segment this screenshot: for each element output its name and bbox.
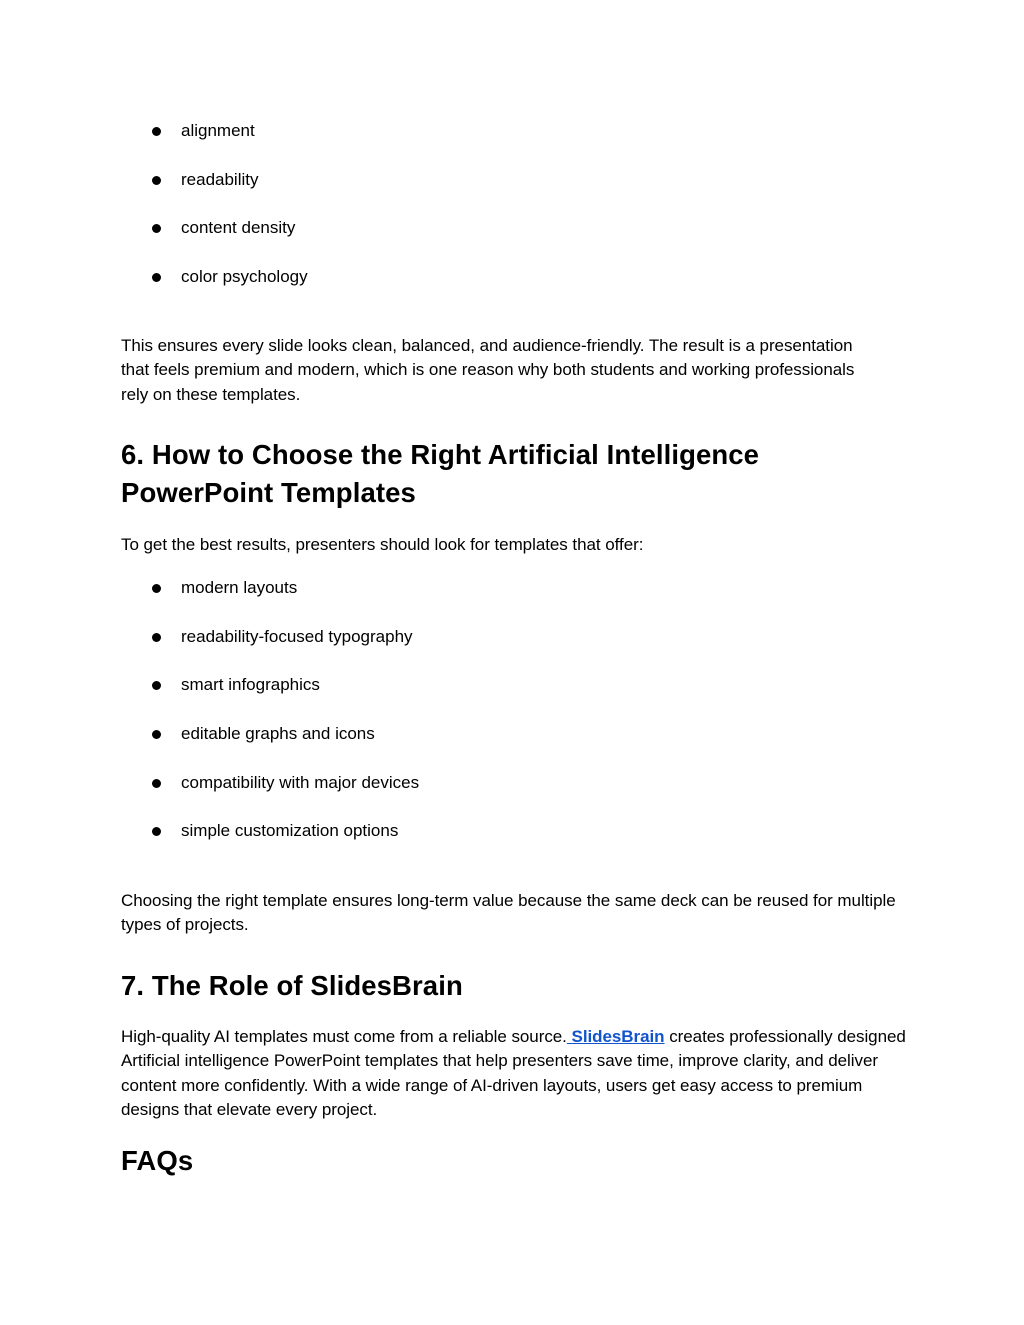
bullet-icon: [152, 273, 161, 282]
bullet-icon: [152, 633, 161, 642]
list-item: [121, 218, 308, 238]
section-7-paragraph: [121, 1025, 906, 1123]
section-7-heading: 7. The Role of SlidesBrain: [121, 970, 463, 1001]
list-item-text: content density: [181, 218, 296, 238]
section-6-intro: To get the best results, presenters should look for templates that offer:: [121, 535, 644, 554]
bullet-list-design-principles: [121, 121, 308, 316]
section-6-closing: Choosing the right template ensures long-term value because the same deck can be reused for multiple types of projects.: [121, 891, 896, 935]
paragraph-design-summary: This ensures every slide looks clean, balanced, and audience-friendly. The result is a presentation that feels premium and modern, which is one reason why both students and working professionals rely on these templates.: [121, 336, 855, 404]
list-item-text: alignment: [181, 121, 255, 140]
bullet-icon: [152, 779, 161, 788]
list-item-text: editable graphs and icons: [181, 724, 375, 744]
bullet-icon: [152, 584, 161, 593]
section-6-heading: 6. How to Choose the Right Artificial Intelligence PowerPoint Templates: [121, 439, 760, 508]
bullet-icon: [152, 127, 161, 136]
list-item: [121, 627, 419, 647]
list-item: [121, 121, 308, 141]
list-item: [121, 821, 419, 841]
list-item-text: compatibility with major devices: [181, 772, 420, 792]
section-7-text-before-link: High-quality AI templates must come from a reliable source.: [121, 1027, 567, 1046]
list-item: [121, 773, 419, 793]
list-item: [121, 267, 308, 287]
list-item: [121, 724, 419, 744]
bullet-icon: [152, 176, 161, 185]
list-item: [121, 675, 419, 695]
list-item-text: color psychology: [181, 267, 308, 287]
list-item-text: simple customization options: [181, 821, 399, 841]
bullet-icon: [152, 827, 161, 836]
faqs-heading: FAQs: [121, 1145, 194, 1176]
section-7-text-after-link: creates professionally designed Artificial intelligence PowerPoint templates that help presenters save time, improve clarity, and deliver content more confidently. With a wide range of AI-driven layouts, users get easy access to premium designs that elevate every project.: [121, 1027, 906, 1120]
bullet-list-template-features: [121, 578, 419, 870]
list-item-text: readability-focused typography: [181, 626, 413, 646]
bullet-icon: [152, 681, 161, 690]
list-item: [121, 170, 308, 190]
list-item-text: smart infographics: [181, 675, 320, 695]
slidesbrain-link[interactable]: SlidesBrain: [566, 1027, 665, 1046]
list-item-text: readability: [181, 169, 259, 189]
list-item-text: modern layouts: [181, 578, 298, 597]
bullet-icon: [152, 730, 161, 739]
bullet-icon: [152, 224, 161, 233]
list-item: [121, 578, 419, 598]
